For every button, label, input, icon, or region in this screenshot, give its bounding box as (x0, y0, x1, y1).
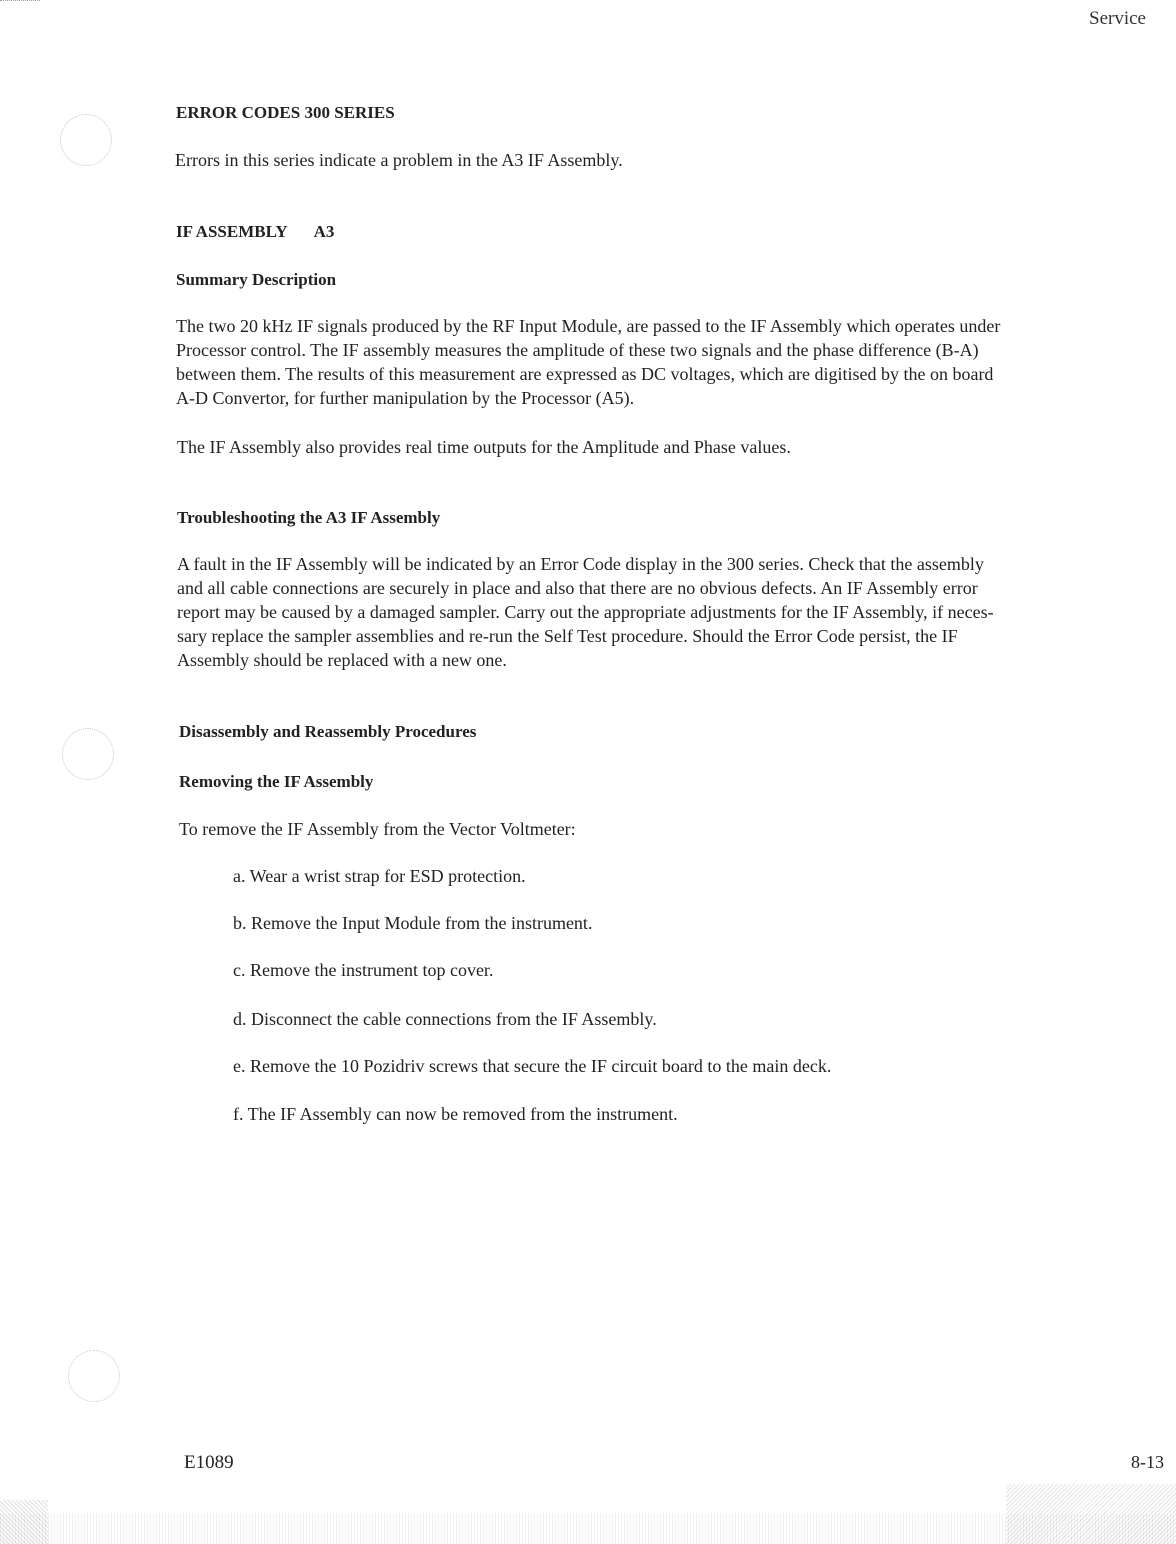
summary-line: between them. The results of this measurement are expressed as DC voltages, which are digitised by the on board (176, 364, 994, 384)
running-header: Service (1089, 8, 1146, 29)
assembly-code: A3 (313, 222, 335, 241)
procedures-heading: Disassembly and Reassembly Procedures (179, 722, 477, 741)
section-intro: Errors in this series indicate a problem in the A3 IF Assembly. (175, 150, 623, 170)
troubleshooting-line: sary replace the sampler assemblies and re-run the Self Test procedure. Should the Error Code persist, the IF (177, 626, 958, 646)
procedures-subheading: Removing the IF Assembly (179, 772, 374, 791)
procedure-step: b. Remove the Input Module from the instrument. (233, 913, 593, 933)
scan-edge-marks (0, 0, 40, 4)
summary-paragraph (176, 314, 1000, 410)
troubleshooting-line: Assembly should be replaced with a new one. (177, 650, 507, 670)
assembly-title (176, 222, 334, 242)
scan-noise-corner-right (1006, 1484, 1176, 1544)
troubleshooting-paragraph (177, 552, 994, 672)
binder-hole-bottom (68, 1350, 120, 1402)
summary-outputs-note: The IF Assembly also provides real time outputs for the Amplitude and Phase values. (177, 437, 791, 457)
troubleshooting-line: report may be caused by a damaged sampler. Carry out the appropriate adjustments for the IF Assembly, if neces- (177, 602, 994, 622)
summary-heading: Summary Description (176, 270, 337, 289)
summary-line: Processor control. The IF assembly measures the amplitude of these two signals and the phase difference (B-A) (176, 340, 979, 360)
scan-noise-strip (0, 1514, 1176, 1544)
page-number: 8-13 (1131, 1452, 1164, 1472)
troubleshooting-line: A fault in the IF Assembly will be indicated by an Error Code display in the 300 series. Check that the assembly (177, 554, 984, 574)
summary-line: A-D Convertor, for further manipulation by the Processor (A5). (176, 388, 635, 408)
procedure-step: c. Remove the instrument top cover. (233, 960, 494, 980)
scan-noise-corner-left (0, 1500, 48, 1544)
procedure-step: a. Wear a wrist strap for ESD protection. (233, 866, 526, 886)
binder-hole-top (60, 114, 112, 166)
procedures-intro: To remove the IF Assembly from the Vector Voltmeter: (179, 819, 576, 839)
section-title: ERROR CODES 300 SERIES (176, 103, 395, 122)
procedure-step: f. The IF Assembly can now be removed from the instrument. (233, 1104, 678, 1124)
procedure-step: e. Remove the 10 Pozidriv screws that secure the IF circuit board to the main deck. (233, 1056, 832, 1076)
procedure-step: d. Disconnect the cable connections from the IF Assembly. (233, 1009, 657, 1029)
troubleshooting-heading: Troubleshooting the A3 IF Assembly (177, 508, 441, 527)
binder-hole-middle (62, 728, 114, 780)
troubleshooting-line: and all cable connections are securely in place and also that there are no obvious defects. An IF Assembly error (177, 578, 978, 598)
summary-line: The two 20 kHz IF signals produced by the RF Input Module, are passed to the IF Assembly which operates under (176, 316, 1001, 336)
document-code: E1089 (184, 1452, 234, 1473)
assembly-name: IF ASSEMBLY (176, 222, 288, 241)
